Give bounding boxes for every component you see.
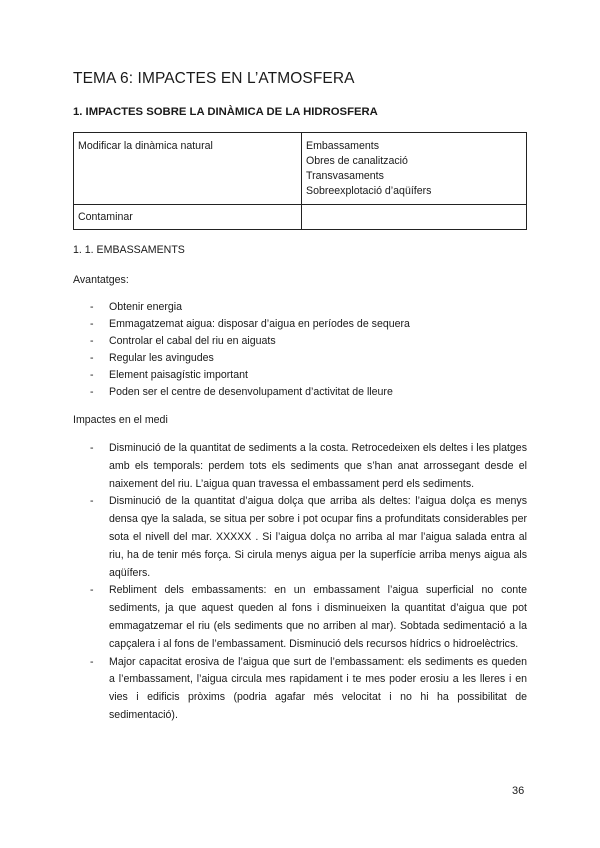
page-title: TEMA 6: IMPACTES EN L’ATMOSFERA bbox=[73, 70, 355, 87]
list-item: - Poden ser el centre de desenvolupament d’activitat de lleure bbox=[73, 384, 527, 401]
table-cell bbox=[302, 205, 527, 230]
list-item: - Rebliment dels embassaments: en un embassament l’aigua superficial no conte sediments, ja que aquest queden al fons i disminueixen la quantitat d’aigua que pot emmagatzemar el riu (els sediments que no arriben al mar). Sobtada sedimentació a la capçalera i al fons de l’embassament. Disminució dels recursos hídrics o hidroelèctrics. bbox=[73, 582, 527, 653]
table-cell-line: Transvasaments bbox=[306, 170, 384, 182]
table-row bbox=[74, 133, 527, 205]
table-cell: Contaminar bbox=[74, 205, 302, 230]
list-item: - Regular les avingudes bbox=[73, 350, 527, 367]
list-item: - Element paisagístic important bbox=[73, 367, 527, 384]
section-heading: 1. IMPACTES SOBRE LA DINÀMICA DE LA HIDROSFERA bbox=[73, 106, 378, 118]
subsection-heading: 1. 1. EMBASSAMENTS bbox=[73, 244, 185, 256]
list-item: - Controlar el cabal del riu en aiguats bbox=[73, 333, 527, 350]
list-item: - Major capacitat erosiva de l’aigua que surt de l’embassament: els sediments es queden a l’embassament, l’aigua circula mes rapidament i te mes poder erosiu a les lleres i en vies i edificis pròxims (podria agafar més velocitat i no hi ha possibilitat de sedimentació). bbox=[73, 654, 527, 725]
list-item: - Emmagatzemat aigua: disposar d’aigua en períodes de sequera bbox=[73, 316, 527, 333]
list-item: - Obtenir energia bbox=[73, 299, 527, 316]
list-item: - Disminució de la quantitat d’aigua dolça que arriba als deltes: l’aigua dolça es menys densa qye la salada, se situa per sobre i pot ocupar fins a profunditats considerables per sota el nivell del mar. XXXXX . Si l’aigua dolça no arriba al mar l’aigua salada entra al riu, ha de tenir més força. Si cirula menys aigua per la superfície arriba menys aigua als aqüífers. bbox=[73, 493, 527, 582]
table-cell-line: Embassaments bbox=[306, 140, 380, 152]
page-number: 36 bbox=[512, 785, 525, 797]
table-cell-line: Sobreexplotació d’aqüífers bbox=[306, 185, 432, 197]
impacts-label: Impactes en el medi bbox=[73, 414, 168, 426]
advantages-list bbox=[73, 299, 527, 401]
table-cell: Modificar la dinàmica natural bbox=[74, 133, 302, 205]
table-cell bbox=[302, 133, 527, 205]
impacts-table bbox=[73, 132, 527, 230]
table-row bbox=[74, 205, 527, 230]
list-item: - Disminució de la quantitat de sediments a la costa. Retrocedeixen els deltes i les platges amb els temporals: perdem tots els sediments que s’han anat arrossegant desde el naixement del riu. L’aigua quan travessa el embassament perd els sediments. bbox=[73, 440, 527, 493]
advantages-label: Avantatges: bbox=[73, 274, 129, 286]
table-cell-line: Obres de canalització bbox=[306, 155, 408, 167]
impacts-list bbox=[73, 440, 527, 725]
